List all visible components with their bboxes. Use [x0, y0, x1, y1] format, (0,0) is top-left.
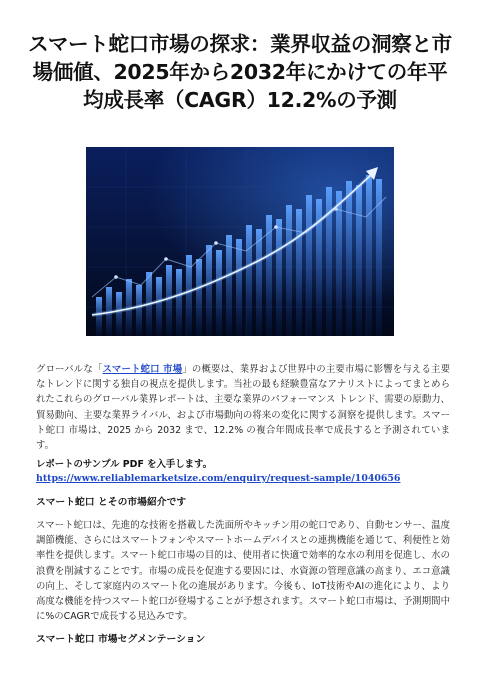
- hero-growth-chart-image: [86, 147, 394, 336]
- sample-pdf-line: [36, 458, 450, 486]
- intro-suffix: 」の概要は、業界および世界中の主要市場に影響を与える主要なトレンドに関する独自の視点を提供します。当社の最も経験豊富なアナリストによってまとめられたこれらのグローバル業界レポートは、主要な業界のパフォーマンス トレンド、需要の原動力、貿易動向、主要な業界ライバル、および市場動向の将来の変化に関する洞察を提供します。スマート蛇口 市場は、2025 から 2032 まで、12.2% の複合年間成長率で成長すると予測されています。: [36, 364, 450, 452]
- intro-prefix: グローバルな「: [36, 364, 103, 375]
- section-heading-intro: スマート蛇口 とその市場紹介です: [36, 497, 187, 508]
- intro-paragraph: [36, 362, 450, 453]
- market-keyword-link[interactable]: スマート蛇口 市場: [102, 364, 183, 375]
- sample-pdf-link[interactable]: https://www.reliablemarketsize.com/enquiry/request-sample/1040656: [36, 473, 401, 484]
- sample-pdf-label: レポートのサンプル PDF を入手します。: [36, 459, 212, 470]
- page-title: スマート蛇口市場の探求：業界収益の洞察と市場価値、2025年から2032年にかけての年平均成長率（CAGR）12.2%の予測: [28, 32, 452, 112]
- section-intro-paragraph: スマート蛇口は、先進的な技術を搭載した洗面所やキッチン用の蛇口であり、自動センサー、温度調節機能、さらにはスマートフォンやスマートホームデバイスとの連携機能を通じて、利便性と効率性を提供します。スマート蛇口市場の目的は、使用者に快適で効率的な水の利用を促進し、水の浪費を削減することです。市場の成長を促進する要因には、水資源の管理意識の高まり、エコ意識の向上、そして家庭内のスマート化の進展があります。今後も、IoT技術やAIの進化により、より高度な機能を持つスマート蛇口が登場することが予想されます。スマート蛇口市場は、予測期間中に%のCAGRで成長する見込みです。: [36, 520, 450, 623]
- section-heading-segmentation: スマート蛇口 市場セグメンテーション: [36, 634, 206, 645]
